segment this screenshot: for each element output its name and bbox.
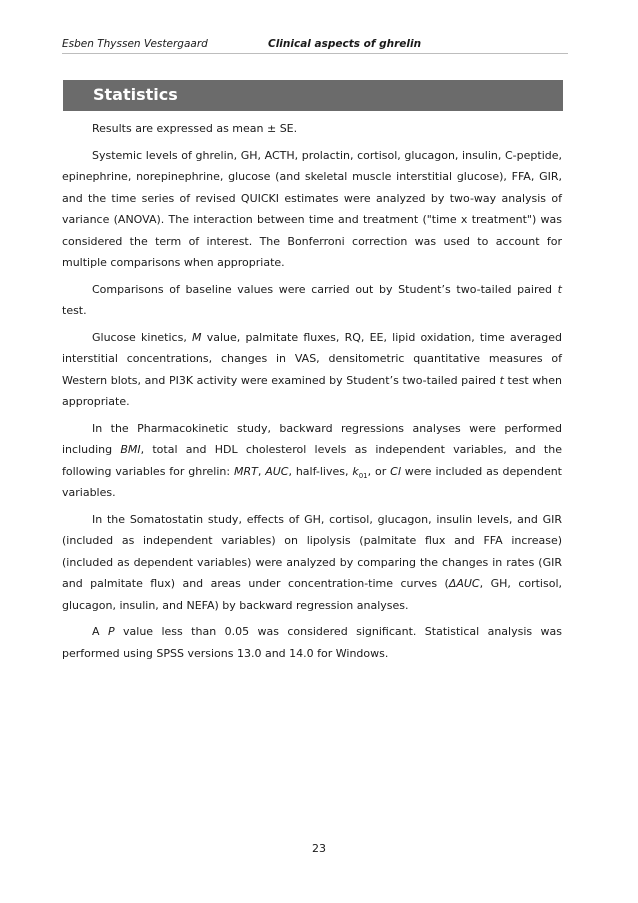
text-run: were included as dependent variables. <box>62 464 562 499</box>
header-author: Esben Thyssen Vestergaard <box>62 38 208 50</box>
italic-variable: AUC <box>265 464 289 478</box>
running-header <box>62 34 562 52</box>
text-run: value, palmitate fluxes, RQ, EE, lipid oxidation, time averaged interstitial concentrations, changes in VAS, densitometric quantitative measures of Western blots, and PI3K activity were examined by Student’s two-tailed paired <box>62 330 562 387</box>
paragraph-6 <box>62 509 562 617</box>
paragraph-1: Results are expressed as mean ± SE. <box>92 122 298 135</box>
italic-variable: t <box>557 282 562 296</box>
text-run: test when appropriate. <box>62 373 562 408</box>
text-run: In the Somatostatin study, effects of GH, cortisol, glucagon, insulin levels, and GIR (included as independent variables) on lipolysis (palmitate flux and FFA increase) (included as dependent variables) were analyzed by comparing the changes in rates (GIR and palmitate flux) and areas under concentration-time curves ( <box>62 512 562 590</box>
italic-variable: ΔAUC <box>448 577 480 590</box>
body-text <box>62 118 562 669</box>
text-run: value less than 0.05 was considered significant. Statistical analysis was performed using SPSS versions 13.0 and 14.0 for Windows. <box>62 625 562 660</box>
page-number: 23 <box>312 842 326 855</box>
paragraph-7 <box>62 621 562 664</box>
paragraph-3 <box>62 279 562 322</box>
text-run: , total and HDL cholesterol levels as independent variables, and the following variables for ghrelin: <box>62 443 562 478</box>
italic-variable: M <box>192 330 202 344</box>
paragraph-5 <box>62 418 562 504</box>
header-rule <box>62 53 568 54</box>
text-run: test. <box>62 304 87 317</box>
paragraph-2: Systemic levels of ghrelin, GH, ACTH, prolactin, cortisol, glucagon, insulin, C-peptide, epinephrine, norepinephrine, glucose (and skeletal muscle interstitial glucose), FFA, GIR, and the time series of revised QUICKI estimates were analyzed by two-way analysis of variance (ANOVA). The interaction between time and treatment ("time x treatment") was considered the term of interest. The Bonferroni correction was used to account for multiple comparisons when appropriate. <box>62 148 562 269</box>
italic-variable: Cl <box>390 464 401 478</box>
section-title: Statistics <box>93 85 178 104</box>
section-heading-bar <box>63 80 563 111</box>
subscript: 01 <box>358 471 368 480</box>
text-run: , half-lives, <box>288 464 353 478</box>
italic-variable: MRT <box>233 464 258 478</box>
paragraph-4 <box>62 327 562 413</box>
text-run: Comparisons of baseline values were carried out by Student’s two-tailed paired <box>92 282 558 296</box>
text-run: , <box>257 464 266 478</box>
italic-variable: P <box>107 625 115 638</box>
text-run: A <box>92 625 108 638</box>
text-run: In the Pharmacokinetic study, backward regressions analyses were performed including <box>62 421 562 456</box>
italic-variable: k <box>352 464 359 478</box>
text-run: , GH, cortisol, glucagon, insulin, and NEFA) by backward regression analyses. <box>62 577 563 612</box>
header-title: Clinical aspects of ghrelin <box>268 38 422 50</box>
text-run: Glucose kinetics, <box>92 330 193 344</box>
italic-variable: BMI <box>120 443 141 456</box>
italic-variable: t <box>499 373 504 387</box>
text-run: , or <box>367 464 391 478</box>
